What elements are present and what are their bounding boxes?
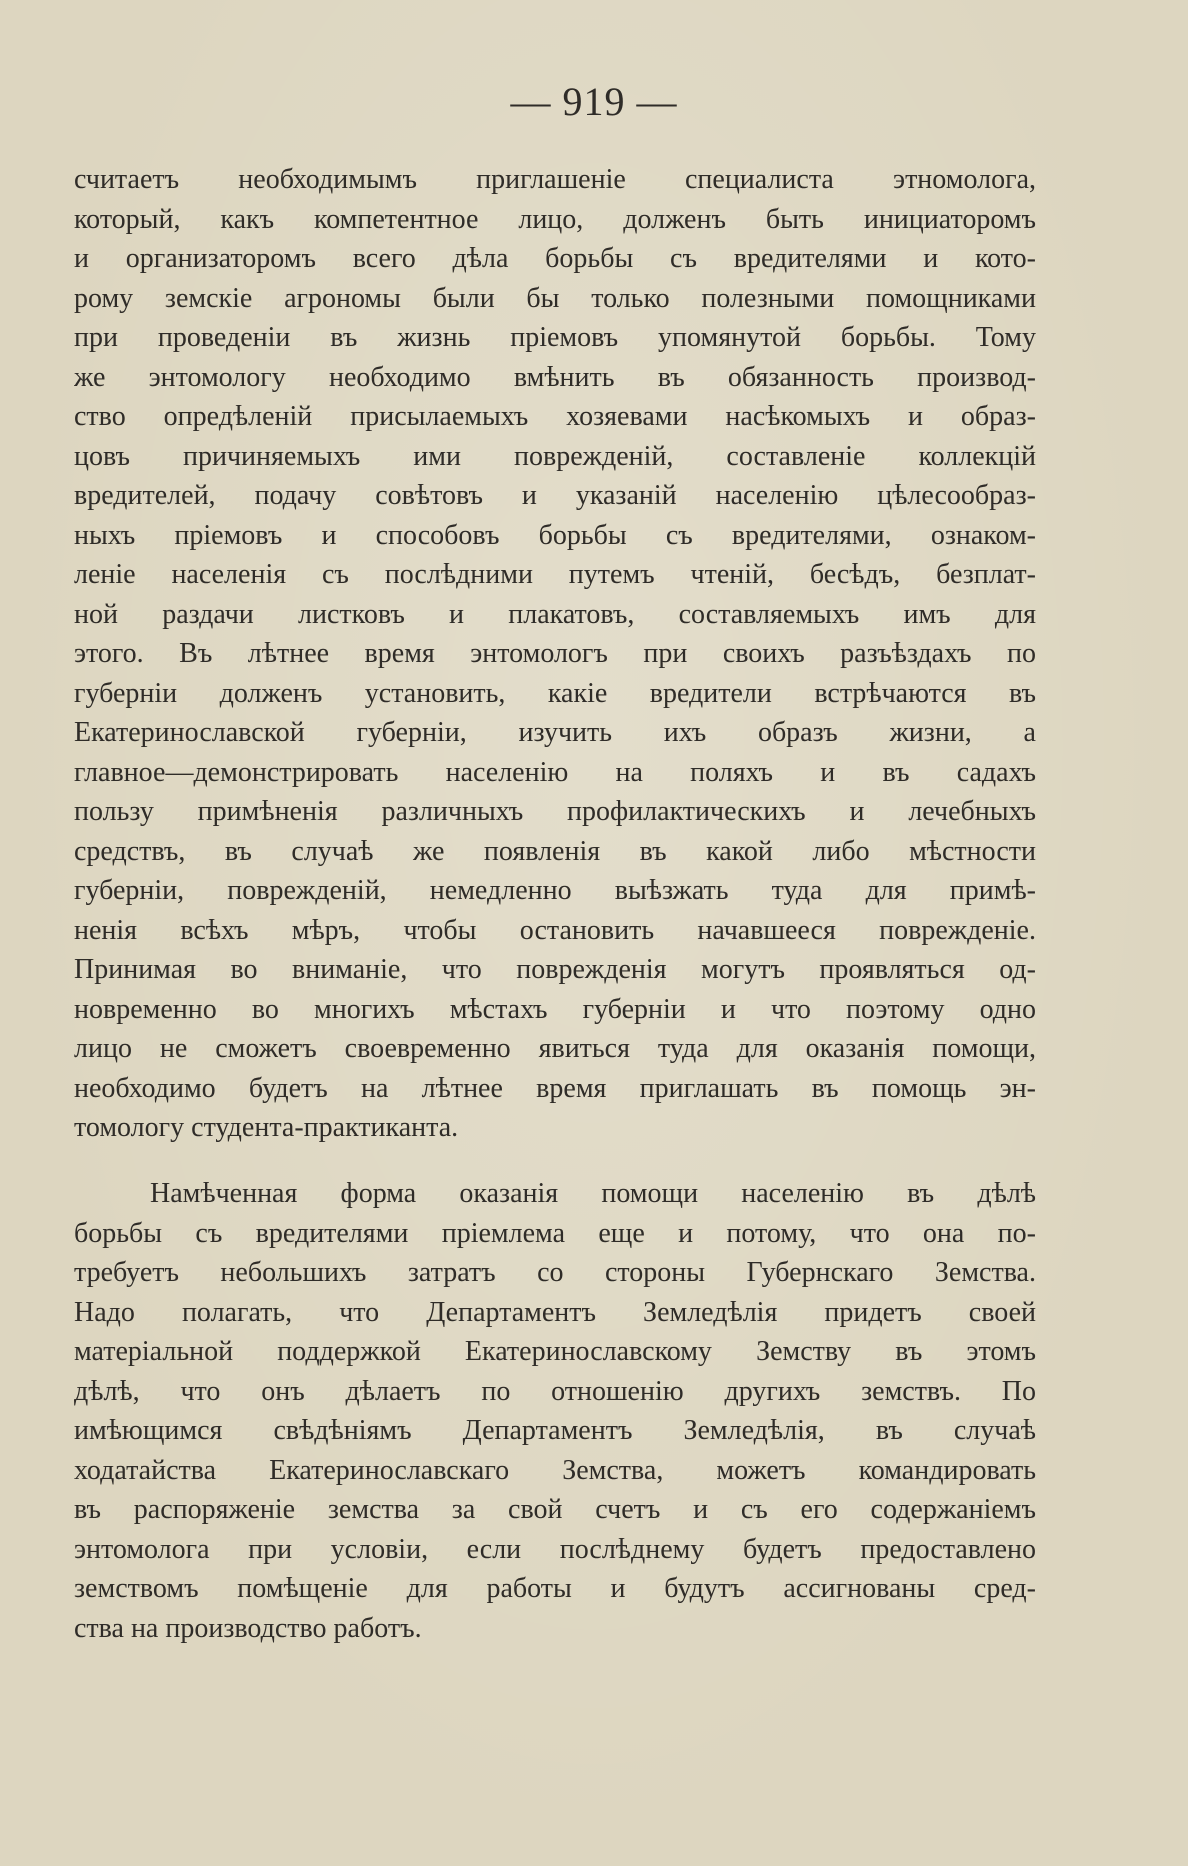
text-line: новременно во многихъ мѣстахъ губернiи и что поэтому одно	[74, 993, 1036, 1025]
text-line: дѣлѣ, что онъ дѣлаетъ по отношенiю другихъ земствъ. По	[74, 1375, 1036, 1407]
text-line: энтомолога при условiи, если послѣднему будетъ предоставлено	[74, 1533, 1036, 1565]
text-line: при проведенiи въ жизнь прiемовъ упомянутой борьбы. Тому	[74, 322, 1036, 353]
text-line: ходатайства Екатеринославскаго Земства, можетъ командировать	[74, 1454, 1036, 1486]
text-line: имѣющимся свѣдѣнiямъ Департаментъ Земледѣлiя, въ случаѣ	[74, 1415, 1036, 1446]
text-line: Намѣченная форма оказанiя помощи населенiю въ дѣлѣ	[150, 1178, 1036, 1209]
text-line: же энтомологу необходимо вмѣнить въ обязанность производ-	[74, 361, 1036, 393]
text-line: рому земскiе агрономы были бы только полезными помощниками	[74, 282, 1036, 314]
page-number: — 919 —	[510, 79, 678, 124]
text-line: томологу студента-практиканта.	[74, 1112, 459, 1143]
text-line: считаетъ необходимымъ приглашенiе специалиста этномолога,	[74, 164, 1036, 195]
text-line: цовъ причиняемыхъ ими поврежденiй, составленiе коллекцiй	[74, 440, 1036, 472]
text-line: пользу примѣненiя различныхъ профилактическихъ и лечебныхъ	[74, 796, 1036, 827]
text-line: средствъ, въ случаѣ же появленiя въ какой либо мѣстности	[74, 835, 1036, 867]
text-line: земствомъ помѣщенiе для работы и будутъ ассигнованы сред-	[74, 1573, 1036, 1604]
text-line: лицо не сможетъ своевременно явиться туда для оказанiя помощи,	[74, 1033, 1036, 1064]
text-line: ство опредѣленiй присылаемыхъ хозяевами насѣкомыхъ и образ-	[74, 401, 1036, 432]
text-line: борьбы съ вредителями прiемлема еще и потому, что она по-	[74, 1217, 1036, 1249]
text-line: ленiе населенiя съ послѣдними путемъ чтенiй, бесѣдъ, безплат-	[74, 559, 1036, 590]
text-line: матерiальной поддержкой Екатеринославскому Земству въ этомъ	[74, 1336, 1036, 1367]
text-line: ной раздачи листковъ и плакатовъ, составляемыхъ имъ для	[74, 598, 1036, 630]
text-line: Надо полагать, что Департаментъ Земледѣлiя придетъ своей	[74, 1296, 1036, 1328]
text-line: губернiи, поврежденiй, немедленно выѣзжать туда для примѣ-	[74, 875, 1036, 906]
text-line: Екатеринославской губернiи, изучить ихъ образъ жизни, а	[74, 717, 1036, 748]
text-line: необходимо будетъ на лѣтнее время приглашать въ помощь эн-	[74, 1072, 1036, 1104]
text-line: ненiя всѣхъ мѣръ, чтобы остановить начавшееся поврежденiе.	[74, 914, 1036, 946]
text-line: требуетъ небольшихъ затратъ со стороны Губернскаго Земства.	[74, 1257, 1036, 1288]
paragraph-2	[74, 1174, 1036, 1648]
text-line: ныхъ прiемовъ и способовъ борьбы съ вредителями, ознаком-	[74, 519, 1036, 551]
text-line: и организаторомъ всего дѣла борьбы съ вредителями и кото-	[74, 243, 1036, 274]
text-line: этого. Въ лѣтнее время энтомологъ при своихъ разъѣздахъ по	[74, 638, 1036, 669]
text-line: Принимая во вниманiе, что поврежденiя могутъ проявляться од-	[74, 954, 1036, 985]
text-line: который, какъ компетентное лицо, долженъ быть инициаторомъ	[74, 203, 1036, 235]
text-line: губернiи долженъ установить, какiе вредители встрѣчаются въ	[74, 677, 1036, 709]
text-line: въ распоряженiе земства за свой счетъ и съ его содержанiемъ	[74, 1494, 1036, 1525]
text-line: главное—демонстрировать населенiю на поляхъ и въ садахъ	[74, 756, 1036, 788]
text-line: ства на производство работъ.	[74, 1612, 422, 1644]
text-line: вредителей, подачу совѣтовъ и указанiй населенiю цѣлесообраз-	[74, 480, 1036, 511]
paragraph-1	[74, 160, 1036, 1148]
